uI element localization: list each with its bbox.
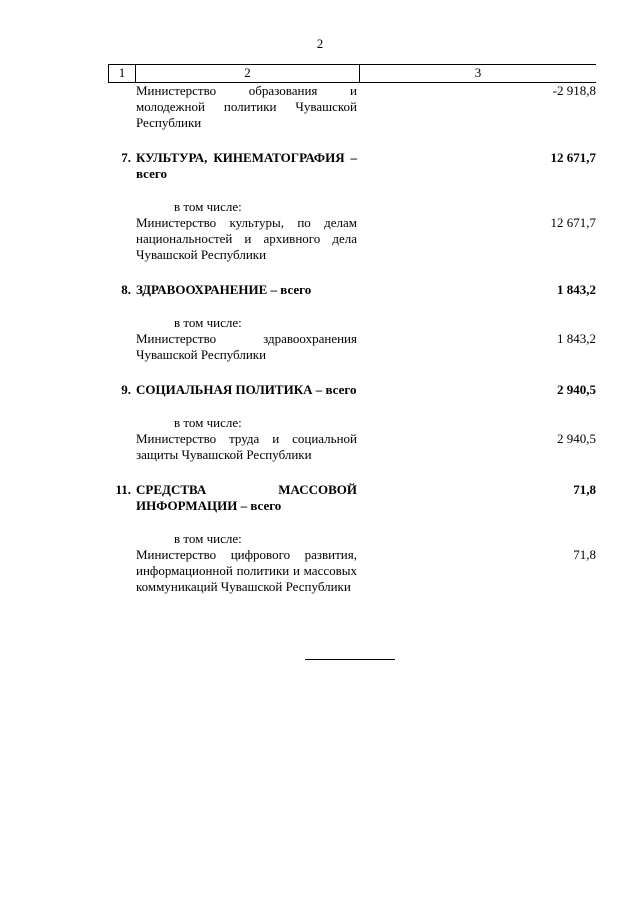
row-subheading: в том числе:: [174, 315, 242, 330]
table-row: [108, 415, 596, 463]
table-row: [108, 282, 596, 298]
row-subheading: в том числе:: [174, 415, 242, 430]
row-name: Министерство цифрового развития, информационной политики и массовых коммуникаций Чувашской Республики: [136, 547, 357, 594]
row-name-block: [134, 199, 357, 263]
header-col-3: 3: [359, 65, 596, 82]
row-name: Министерство здравоохранения Чувашской Республики: [136, 331, 357, 362]
row-number: 8.: [121, 282, 131, 297]
row-number: [108, 415, 134, 463]
row-value: 2 940,5: [557, 382, 596, 397]
table-row: [108, 482, 596, 514]
row-value: 1 843,2: [557, 331, 596, 346]
row-number: 9.: [121, 382, 131, 397]
header-col-1: 1: [108, 65, 135, 82]
row-value-block: [357, 199, 596, 263]
row-name: Министерство культуры, по делам национальностей и архивного дела Чувашской Республики: [136, 215, 357, 262]
row-value: 12 671,7: [550, 215, 596, 230]
row-value: 2 940,5: [557, 431, 596, 446]
row-value-block: [357, 415, 596, 463]
row-number: 11.: [115, 482, 131, 497]
row-name-block: [134, 531, 357, 595]
row-value: 71,8: [573, 547, 596, 562]
header-col-2: 2: [135, 65, 359, 82]
table-row: [108, 83, 596, 131]
row-name: КУЛЬТУРА, КИНЕМАТОГРАФИЯ – всего: [136, 150, 357, 181]
row-number: [108, 315, 134, 363]
table-row: [108, 150, 596, 182]
row-name: ЗДРАВООХРАНЕНИЕ – всего: [136, 282, 312, 297]
row-subheading: в том числе:: [174, 199, 242, 214]
row-number: [108, 199, 134, 263]
row-value: 71,8: [573, 482, 596, 497]
table-row: [108, 315, 596, 363]
row-number: [108, 531, 134, 595]
end-rule: [305, 659, 395, 660]
table-row: [108, 382, 596, 398]
row-value-block: [357, 531, 596, 595]
row-name: Министерство образования и молодежной политики Чувашской Республики: [136, 83, 357, 130]
table-body: [108, 83, 596, 595]
row-value: -2 918,8: [552, 83, 596, 98]
table-row: [108, 199, 596, 263]
row-name: СОЦИАЛЬНАЯ ПОЛИТИКА – всего: [136, 382, 357, 397]
row-number: [108, 83, 134, 131]
page-number: 2: [316, 36, 324, 51]
table-row: [108, 531, 596, 595]
table-header: [108, 64, 596, 83]
row-name-block: [134, 315, 357, 363]
row-name: Министерство труда и социальной защиты Чувашской Республики: [136, 431, 357, 462]
row-value: 1 843,2: [557, 282, 596, 297]
budget-table: [108, 64, 596, 595]
row-number: 7.: [121, 150, 131, 165]
row-subheading: в том числе:: [174, 531, 242, 546]
row-name: СРЕДСТВА МАССОВОЙ ИНФОРМАЦИИ – всего: [136, 482, 357, 513]
row-value-block: [357, 315, 596, 363]
row-name-block: [134, 415, 357, 463]
row-value: 12 671,7: [550, 150, 596, 165]
